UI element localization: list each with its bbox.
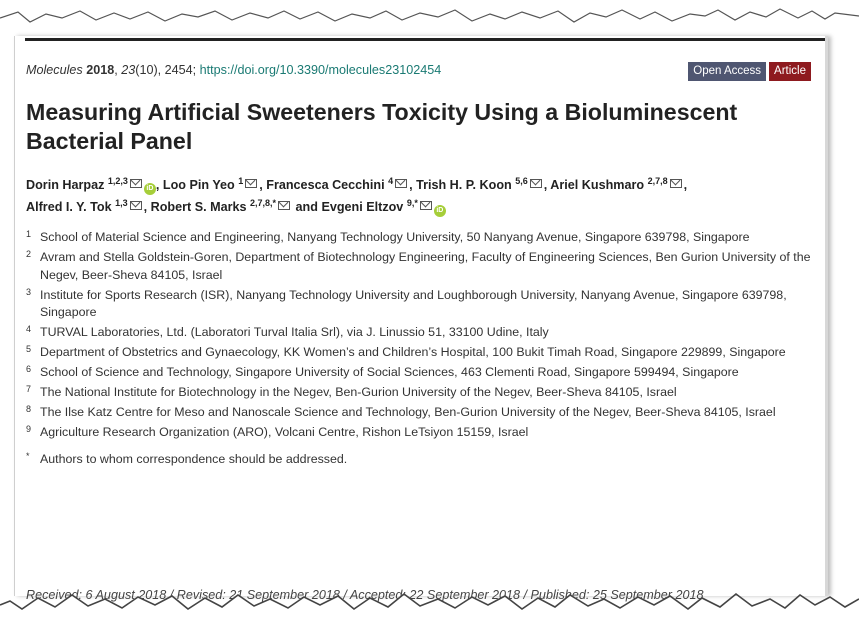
email-icon[interactable] (130, 201, 142, 210)
author-affiliation-marks: 2,7,8,* (250, 198, 277, 208)
correspondence-text: Authors to whom correspondence should be addressed. (40, 451, 348, 466)
author-affiliation-marks: 2,7,8 (647, 176, 668, 186)
email-icon[interactable] (245, 179, 257, 188)
email-icon[interactable] (670, 179, 682, 188)
affiliation-item (26, 287, 816, 322)
author-name[interactable]: Dorin Harpaz (26, 178, 105, 192)
affiliation-item (26, 229, 816, 247)
author-name[interactable]: Trish H. P. Koon (416, 178, 512, 192)
affiliation-number: 8 (26, 404, 32, 414)
affiliation-text: School of Science and Technology, Singapore University of Social Sciences, 463 Clementi Road, Singapore 599494, Singapore (40, 365, 739, 379)
affiliation-list (26, 229, 816, 468)
author-separator: and (292, 200, 322, 214)
affiliation-number: 9 (26, 424, 32, 434)
affiliation-number: 5 (26, 344, 32, 354)
author-affiliation-marks: 1,2,3 (107, 176, 128, 186)
affiliation-text: The National Institute for Biotechnology in the Negev, Ben-Gurion University of the Negev, Beer-Sheva 84105, Israel (40, 385, 677, 399)
author-separator: , (683, 178, 688, 192)
affiliation-item (26, 344, 816, 362)
publication-dates: Received: 6 August 2018 / Revised: 21 September 2018 / Accepted: 22 September 2018 / Published: 25 September 2018 (26, 588, 704, 602)
author-item (266, 178, 416, 192)
citation-line: Molecules 2018, 23(10), 2454; https://doi.org/10.3390/molecules23102454 (26, 63, 442, 77)
citation-year: 2018 (86, 63, 115, 77)
author-item (321, 200, 445, 214)
email-icon[interactable] (130, 179, 142, 188)
author-item (151, 200, 322, 214)
author-separator: , (155, 178, 163, 192)
affiliation-number: 2 (26, 249, 32, 259)
doi-link[interactable]: https://doi.org/10.3390/molecules23102454 (199, 63, 442, 77)
affiliation-item (26, 364, 816, 382)
correspondence-note (26, 451, 816, 469)
affiliation-item (26, 424, 816, 442)
author-item (26, 200, 151, 214)
author-affiliation-marks: 4 (388, 176, 394, 186)
author-separator: , (259, 178, 267, 192)
article-badges (688, 62, 811, 81)
author-affiliation-marks: 1,3 (115, 198, 128, 208)
affiliation-text: Institute for Sports Research (ISR), Nanyang Technology University and Loughborough University, Nanyang Avenue, Singapore 639798, Singapore (40, 287, 787, 319)
torn-edge-top (0, 0, 859, 48)
orcid-icon[interactable]: iD (434, 205, 446, 217)
author-separator: , (143, 200, 151, 214)
affiliation-text: The Ilse Katz Centre for Meso and Nanoscale Science and Technology, Ben-Gurion University of the Negev, Beer-Sheva 84105, Israel (40, 405, 776, 419)
author-name[interactable]: Loo Pin Yeo (162, 178, 235, 192)
affiliation-number: 1 (26, 229, 32, 239)
article-page (14, 36, 828, 602)
author-name[interactable]: Alfred I. Y. Tok (26, 200, 112, 214)
affiliation-item (26, 384, 816, 402)
author-list (26, 174, 816, 218)
affiliation-item (26, 404, 816, 422)
author-item (550, 178, 687, 192)
affiliation-text: Agriculture Research Organization (ARO), Volcani Centre, Rishon LeTsiyon 15159, Israel (40, 425, 529, 439)
author-name[interactable]: Evgeni Eltzov (321, 200, 404, 214)
author-name[interactable]: Ariel Kushmaro (550, 178, 645, 192)
email-icon[interactable] (278, 201, 290, 210)
author-name[interactable]: Robert S. Marks (150, 200, 247, 214)
citation-issue-pages: (10), 2454; (135, 63, 200, 77)
affiliation-text: TURVAL Laboratories, Ltd. (Laboratori Turval Italia Srl), via J. Linussio 51, 33100 Udine, Italy (40, 325, 549, 339)
affiliation-number: 6 (26, 364, 32, 374)
affiliation-number: 3 (26, 286, 32, 297)
author-item (163, 178, 266, 192)
affiliation-number: 7 (26, 384, 32, 394)
author-affiliation-marks: 1 (238, 176, 244, 186)
email-icon[interactable] (530, 179, 542, 188)
author-name[interactable]: Francesca Cecchini (266, 178, 385, 192)
correspondence-mark: * (26, 450, 30, 461)
affiliation-text: School of Material Science and Engineering, Nanyang Technology University, 50 Nanyang Avenue, Singapore 639798, Singapore (40, 230, 750, 244)
affiliation-number: 4 (26, 324, 32, 334)
author-separator: , (409, 178, 417, 192)
orcid-icon[interactable]: iD (144, 183, 156, 195)
torn-edge-bottom (0, 577, 859, 625)
affiliation-text: Department of Obstetrics and Gynaecology, KK Women’s and Children’s Hospital, 100 Bukit Timah Road, Singapore 229899, Singapore (40, 345, 786, 359)
author-separator: , (543, 178, 551, 192)
author-affiliation-marks: 9,* (406, 198, 418, 208)
email-icon[interactable] (420, 201, 432, 210)
citation-volume: 23 (121, 63, 136, 77)
email-icon[interactable] (395, 179, 407, 188)
article-title: Measuring Artificial Sweeteners Toxicity Using a Bioluminescent Bacterial Panel (26, 99, 738, 154)
article-type-badge: Article (769, 62, 811, 81)
author-affiliation-marks: 5,6 (515, 176, 528, 186)
author-item (26, 178, 163, 192)
open-access-badge[interactable]: Open Access (688, 62, 766, 81)
journal-name: Molecules (26, 63, 83, 77)
affiliation-text: Avram and Stella Goldstein-Goren, Department of Biotechnology Engineering, Faculty of Engineering Sciences, Ben Gurion University of the Negev, Beer-Sheva 84105, Israel (40, 250, 811, 282)
author-item (416, 178, 550, 192)
affiliation-item (26, 249, 816, 284)
affiliation-item (26, 324, 816, 342)
